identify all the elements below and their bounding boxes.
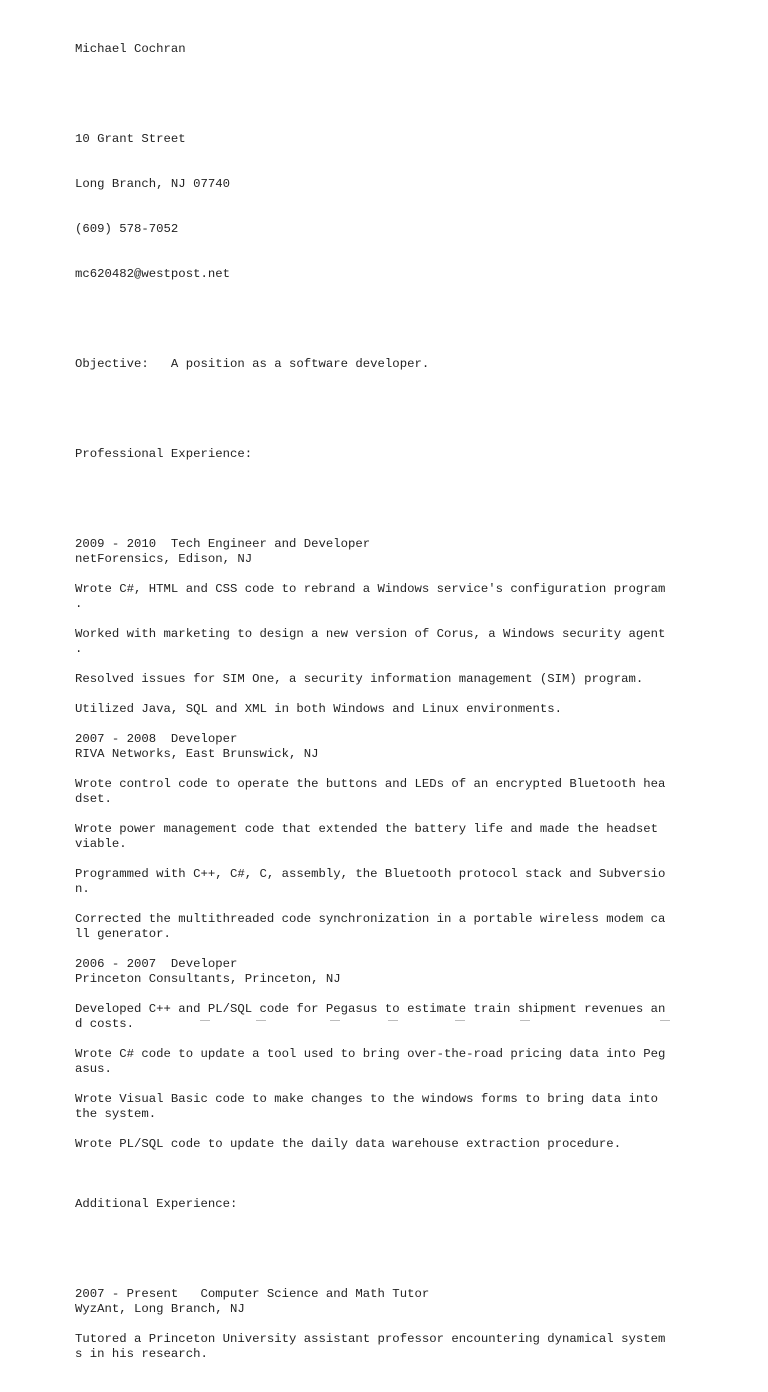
entry-description-line: viable. [75,837,127,851]
entry-company: Princeton Consultants, Princeton, NJ [75,972,341,986]
entry-title: 2007 - 2008 Developer [75,732,238,746]
entry-description-line: ll generator. [75,927,171,941]
entry-description-line: dset. [75,792,112,806]
contact-email: mc620482@westpost.net [75,267,230,281]
entry-description-line: Worked with marketing to design a new version of Corus, a Windows security agent [75,627,666,641]
entry-description-line: Utilized Java, SQL and XML in both Windows and Linux environments. [75,702,563,716]
contact-name: Michael Cochran [75,42,186,56]
spacer [75,1122,695,1137]
contact-street: 10 Grant Street [75,132,186,146]
spacer [75,942,695,957]
entry-company: WyzAnt, Long Branch, NJ [75,1302,245,1316]
entry-description-line: Wrote C#, HTML and CSS code to rebrand a Windows service's configuration program [75,582,666,596]
spacer [75,1152,695,1167]
contact-phone: (609) 578-7052 [75,222,179,236]
additional-list [75,1287,695,1377]
spacer [75,687,695,702]
entry-description-line: Wrote PL/SQL code to update the daily data warehouse extraction procedure. [75,1137,622,1151]
entry-description-line: Wrote Visual Basic code to make changes to the windows forms to bring data into [75,1092,658,1106]
resume-document [75,12,695,1392]
entry-description-line: Developed C++ and PL/SQL code for Pegasus to estimate train shipment revenues an [75,1002,666,1016]
entry-description-line: s in his research. [75,1347,208,1361]
entry-description-line: . [75,642,83,656]
spacer [75,852,695,867]
entry-description-line: n. [75,882,90,896]
spacer [75,807,695,822]
entry-description-line: Wrote C# code to update a tool used to bring over-the-road pricing data into Peg [75,1047,666,1061]
additional-experience-heading: Additional Experience: [75,1197,238,1211]
spacer [75,1077,695,1092]
objective-line: Objective: A position as a software developer. [75,357,430,371]
spacer [75,762,695,777]
entry-title: 2007 - Present Computer Science and Math Tutor [75,1287,430,1301]
job-list [75,537,695,1167]
entry-description-line: asus. [75,1062,112,1076]
spacer [75,612,695,627]
spacer [75,987,695,1002]
spacer [75,1032,695,1047]
spacer [75,1362,695,1377]
professional-experience-heading: Professional Experience: [75,447,253,461]
entry-description-line: Wrote control code to operate the buttons and LEDs of an encrypted Bluetooth hea [75,777,666,791]
entry-description-line: . [75,597,83,611]
spacer [75,717,695,732]
spacer [75,897,695,912]
entry-description-line: the system. [75,1107,157,1121]
contact-city: Long Branch, NJ 07740 [75,177,230,191]
page-edge-artifacts [0,1018,768,1024]
spacer [75,1317,695,1332]
entry-description-line: Tutored a Princeton University assistant professor encountering dynamical system [75,1332,666,1346]
spacer [75,657,695,672]
entry-description-line: Programmed with C++, C#, C, assembly, the Bluetooth protocol stack and Subversio [75,867,666,881]
entry-company: RIVA Networks, East Brunswick, NJ [75,747,319,761]
entry-title: 2009 - 2010 Tech Engineer and Developer [75,537,371,551]
entry-description-line: Resolved issues for SIM One, a security information management (SIM) program. [75,672,644,686]
spacer [75,567,695,582]
entry-title: 2006 - 2007 Developer [75,957,238,971]
entry-company: netForensics, Edison, NJ [75,552,253,566]
entry-description-line: Wrote power management code that extended the battery life and made the headset [75,822,658,836]
entry-description-line: Corrected the multithreaded code synchronization in a portable wireless modem ca [75,912,666,926]
entry-description-line: d costs. [75,1017,135,1031]
